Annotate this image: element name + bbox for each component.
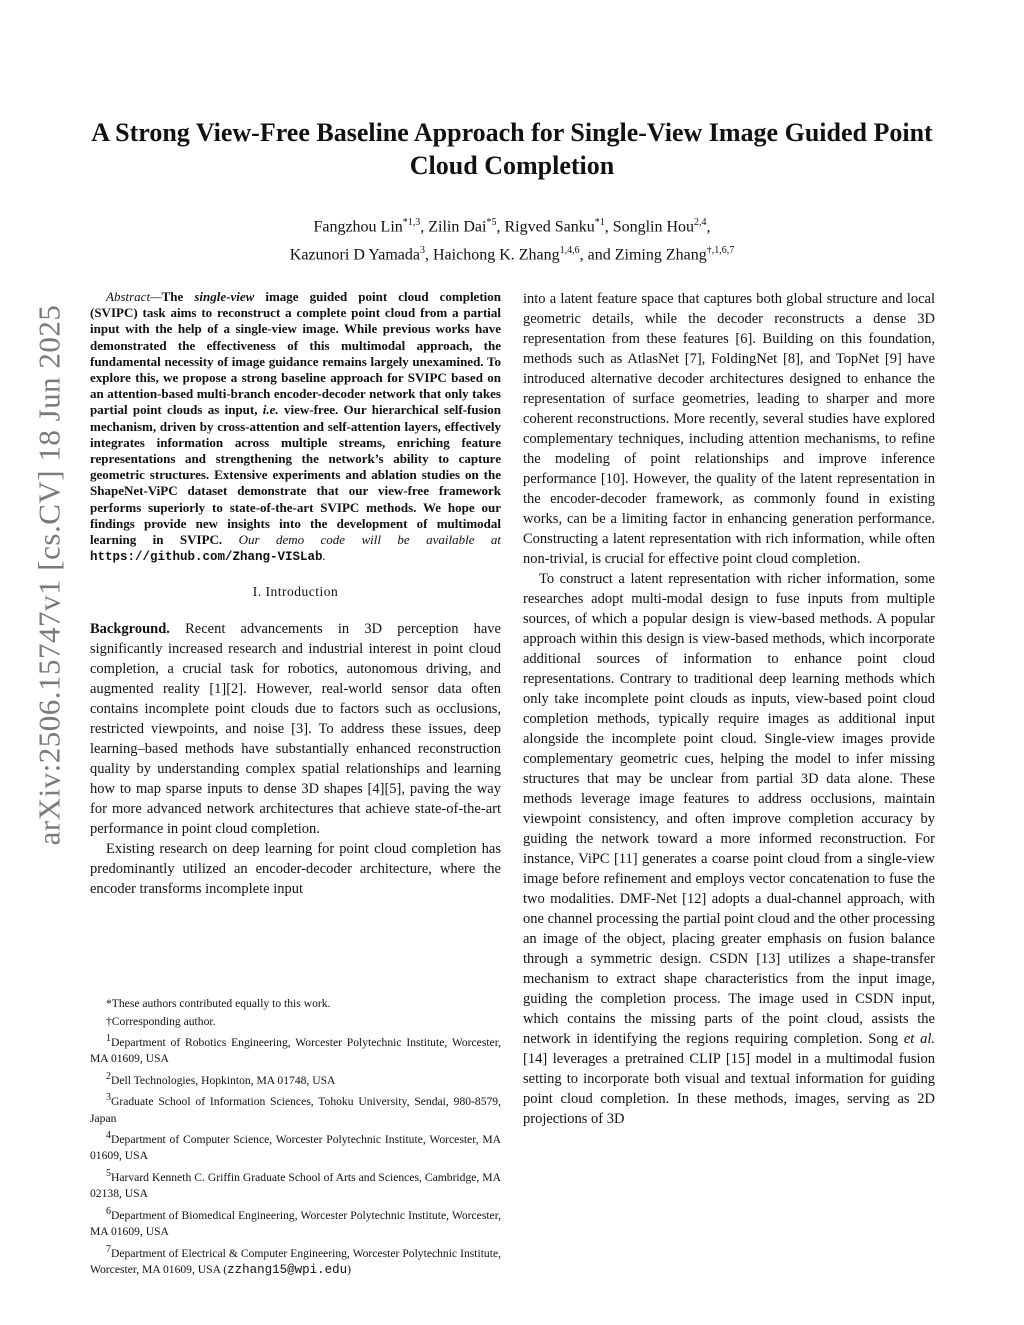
footnote: *These authors contributed equally to this work. — [106, 997, 331, 1010]
author-affil: 2,4 — [694, 217, 707, 228]
footnote: $^7$Department of Electrical & Computer Engineering, Worcester Polytechnic Institute, Worcester, MA 01609, USA (zzhang15@wpi.edu) — [90, 1243, 501, 1278]
author-affil: 1,4,6 — [559, 245, 580, 257]
author-affil: †,1,6,7 — [706, 245, 735, 257]
author-name: Rigved Sanku — [504, 218, 595, 236]
footnote: $^1$Department of Robotics Engineering, Worcester Polytechnic Institute, Worcester, MA 01609, USA — [90, 1033, 501, 1066]
author-name: Haichong K. Zhang — [432, 246, 560, 264]
author-name: Songlin Hou — [612, 218, 695, 236]
github-link[interactable]: https://github.com/Zhang-VISLab — [90, 550, 323, 565]
footnote: $^5$Harvard Kenneth C. Griffin Graduate School of Arts and Sciences, Cambridge, MA 02138, USA — [90, 1167, 501, 1201]
arxiv-stamp — [24, 304, 74, 846]
author-name: Kazunori D Yamada — [289, 246, 420, 264]
author-name: Fangzhou Lin — [313, 218, 403, 236]
background-label: Background. — [90, 621, 170, 638]
right-column — [523, 289, 935, 1129]
intro-paragraph-background: Background. Recent advancements in 3D perception have significantly increased research and industrial interest in point cloud completion, a crucial task for robotics, autonomous driving, and augmented reality [1][2]. However, real-world sensor data often contains incomplete point clouds due to factors such as occlusions, restricted viewpoints, and noise [3]. To address these issues, deep learning–based methods have substantially enhanced reconstruction quality by understanding complex spatial relationships and learning how to map sparse inputs to dense 3D shapes [4][5], paving the way for more advanced network architectures that achieve state-of-the-art performance in point cloud completion. — [90, 621, 501, 838]
author-affil: *1 — [594, 217, 605, 228]
author-affil: 3 — [419, 245, 425, 257]
intro-paragraph-2-cont: into a latent feature space that captures both global structure and local geometric details, while the decoder reconstructs a dense 3D representation from these features [6]. Building on this foundation, methods such as AtlasNet [7], FoldingNet [8], and TopNet [9] have introduced alternative decoder architectures designed to enhance the representation of surface geometries, leading to sharper and more coherent reconstructions. More recently, several studies have explored complementary techniques, including attention mechanisms, to refine the modeling of point relationships and improve inference performance [10]. However, the quality of the latent representation in the encoder-decoder framework, as commonly found in existing works, can be a limiting factor in enhancing generation performance. Constructing a latent representation with rich information, while often non-trivial, is crucial for effective point cloud completion. — [523, 291, 935, 567]
abstract: Abstract—The single-view image guided point cloud completion (SVIPC) task aims to reconstruct a complete point cloud from a partial input with the help of a single-view image. While previous works have demonstrated the effectiveness of this multimodal approach, the fundamental necessity of image guidance remains largely unexamined. To explore this, we propose a strong baseline approach for SVIPC based on an attention-based multi-branch encoder-decoder network that only takes partial point clouds as input, i.e. view-free. Our hierarchical self-fusion mechanism, driven by cross-attention and self-attention layers, effectively integrates information across multiple streams, enriching feature representations and strengthening the network’s ability to capture geometric structures. Extensive experiments and ablation studies on the ShapeNet-ViPC dataset demonstrate that our view-free framework performs superiorly to state-of-the-art SVIPC methods. We hope our findings provide new insights into the development of multimodal learning in SVIPC. Our demo code will be available at https://github.com/Zhang-VISLab. — [90, 289, 501, 565]
paper-title: A Strong View-Free Baseline Approach for Single-View Image Guided Point Cloud Completion — [91, 118, 933, 180]
footnote-email[interactable]: zzhang15@wpi.edu — [227, 1263, 348, 1278]
author-name: Ziming Zhang — [614, 246, 707, 264]
footnote: $^3$Graduate School of Information Sciences, Tohoku University, Sendai, 980-8579, Japan — [90, 1092, 501, 1125]
footnote: $^2$Dell Technologies, Hopkinton, MA 01748, USA — [106, 1070, 336, 1087]
section-heading-introduction: I. Introduction — [252, 584, 339, 600]
author-line-1: Fangzhou Lin$^{*1,3}$, Zilin Dai$^{*5}$, Rigved Sanku$^{*1}$, Songlin Hou$^{2,4}$, — [313, 217, 711, 236]
footnote: $^6$Department of Biomedical Engineering, Worcester Polytechnic Institute, Worcester, MA 01609, USA — [90, 1205, 501, 1239]
footnote: †Corresponding author. — [106, 1014, 216, 1028]
author-line-2: Kazunori D Yamada$^3$, Haichong K. Zhang$^{1,4,6}$, and Ziming Zhang$^{\dagger,1,6,7}$ — [289, 245, 735, 264]
abstract-label: Abstract— — [106, 289, 162, 304]
footnote: $^4$Department of Computer Science, Worcester Polytechnic Institute, Worcester, MA 01609, USA — [90, 1130, 501, 1163]
author-list — [60, 211, 964, 268]
author-affil: *1,3 — [402, 217, 421, 228]
left-column — [90, 289, 501, 899]
footnotes — [90, 996, 501, 1280]
intro-paragraph-3: To construct a latent representation with richer information, some researches adopt multi-modal design to fuse inputs from multiple sources, of which a popular design is view-based methods. A popular approach within this design is view-based methods, which incorporate additional sources of information to enhance point cloud representations. Contrary to traditional deep learning methods which only take incomplete point clouds as inputs, view-based point cloud completion methods, typically require images as additional input alongside the incomplete point cloud. Single-view images provide complementary geometric cues, helping the model to infer missing structures that may be unclear from partial 3D data alone. These methods leverage image features to address occlusions, maintain viewpoint consistency, and often improve completion accuracy by guiding the network toward a more informed reconstruction. For instance, ViPC [11] generates a coarse point cloud from a single-view image before refinement and employs vector concatenation to fuse the two modalities. DMF-Net [12] adopts a dual-channel approach, with one channel processing the partial point cloud and the other processing an image of the object, placing greater emphasis on fusion balance through a symmetric design. CSDN [13] utilizes a shape-transfer mechanism to extract shape characteristics from the input image, guiding the completion process. The image used in CSDN input, which contains the missing parts of the point cloud, assists the network in identifying the regions requiring completion. Song et al. [14] leverages a pretrained CLIP [15] model in a multimodal fusion setting to incorporate both visual and textual information for guiding point cloud completion. In these methods, images, serving as 2D projections of 3D — [523, 571, 935, 1127]
author-affil: *5 — [486, 217, 497, 228]
arxiv-id: arXiv:2506.15747v1 [cs.CV] 18 Jun 2025 — [31, 304, 67, 846]
intro-paragraph-2-start: Existing research on deep learning for point cloud completion has predominantly utilized an encoder-decoder architecture, where the encoder transforms incomplete input — [90, 841, 501, 898]
author-name: Zilin Dai — [428, 218, 487, 236]
